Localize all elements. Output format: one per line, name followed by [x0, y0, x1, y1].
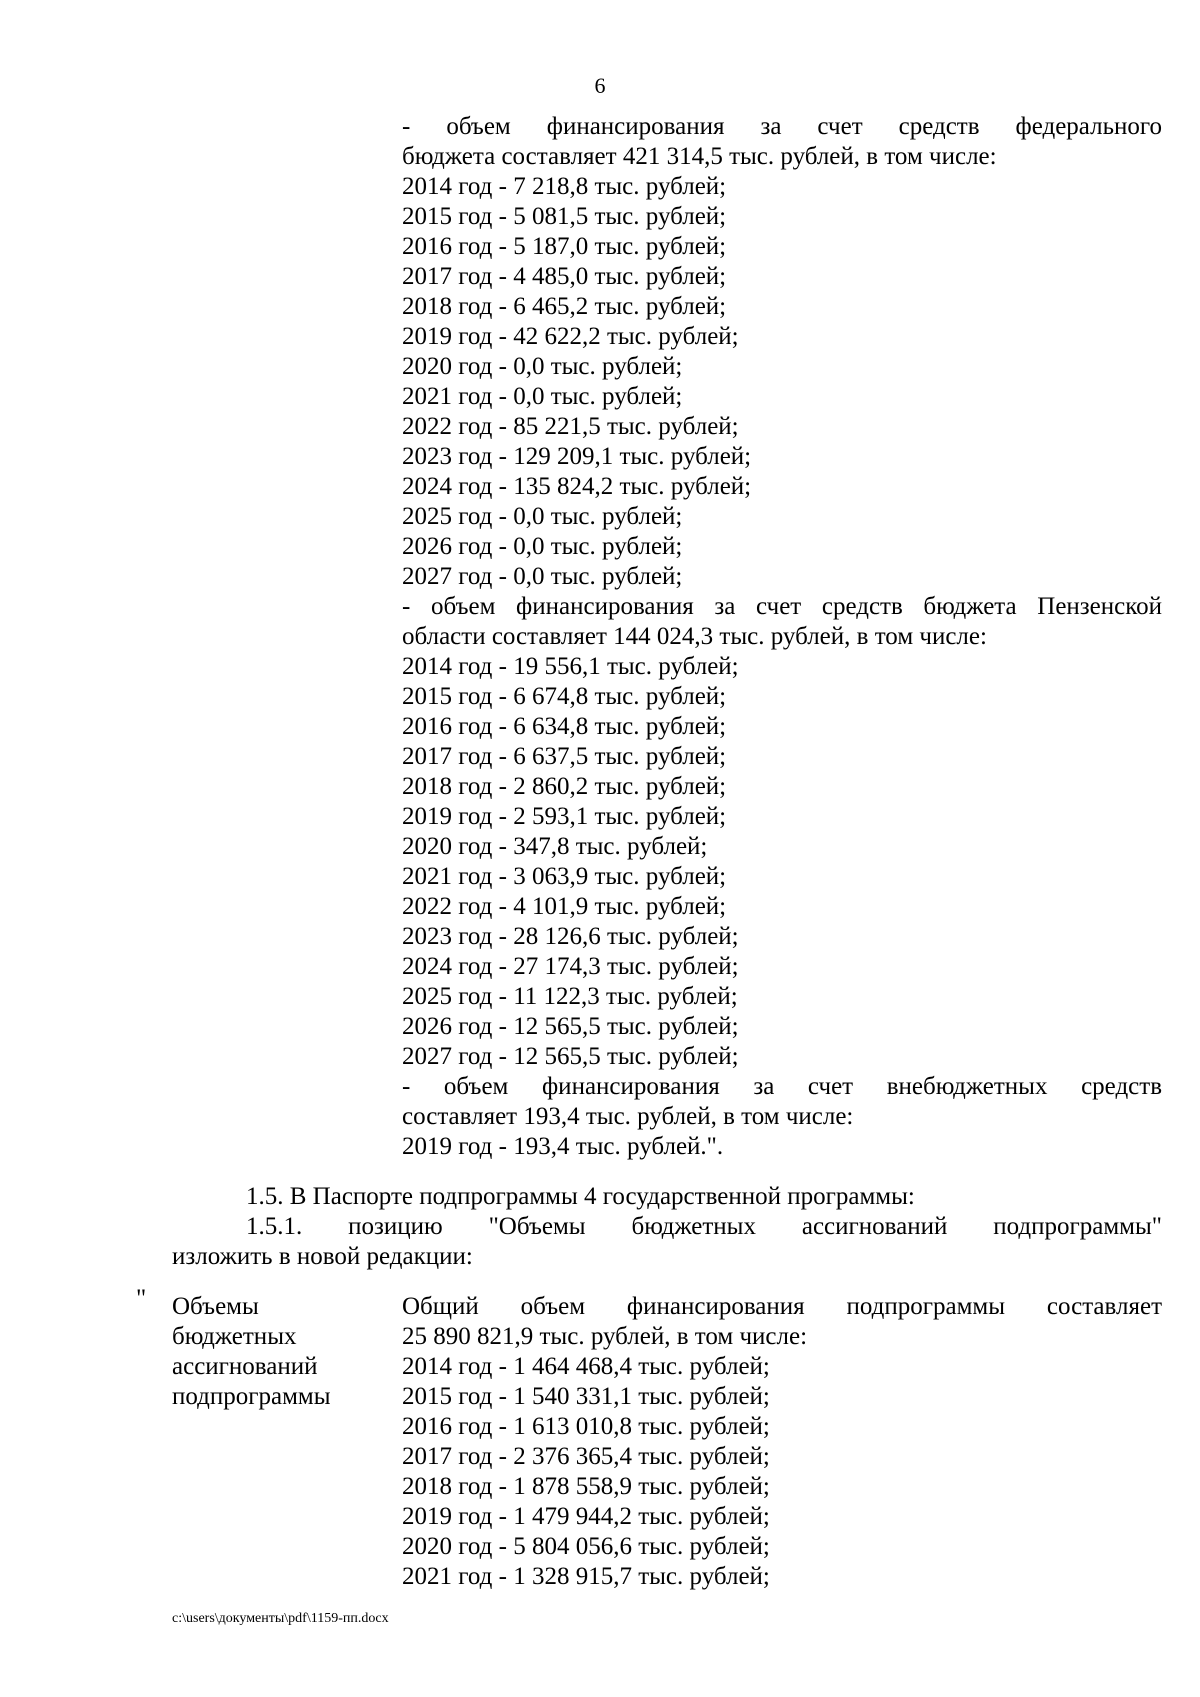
- passport-label-line: бюджетных: [172, 1323, 297, 1350]
- passport-year-line: 2020 год - 5 804 056,6 тыс. рублей;: [402, 1533, 770, 1560]
- regional-year-line: 2020 год - 347,8 тыс. рублей;: [402, 833, 708, 860]
- federal-year-line: 2027 год - 0,0 тыс. рублей;: [402, 563, 683, 590]
- federal-year-line: 2016 год - 5 187,0 тыс. рублей;: [402, 233, 727, 260]
- federal-year-line: 2026 год - 0,0 тыс. рублей;: [402, 533, 683, 560]
- federal-year-line: 2015 год - 5 081,5 тыс. рублей;: [402, 203, 727, 230]
- passport-year-line: 2021 год - 1 328 915,7 тыс. рублей;: [402, 1563, 770, 1590]
- federal-intro-line-2: бюджета составляет 421 314,5 тыс. рублей, в том числе:: [402, 143, 997, 170]
- federal-year-line: 2014 год - 7 218,8 тыс. рублей;: [402, 173, 727, 200]
- regional-year-line: 2026 год - 12 565,5 тыс. рублей;: [402, 1013, 739, 1040]
- extrabudget-year-line: 2019 год - 193,4 тыс. рублей.".: [402, 1133, 724, 1160]
- extrabudget-intro-line-2: составляет 193,4 тыс. рублей, в том числе:: [402, 1103, 854, 1130]
- passport-year-line: 2014 год - 1 464 468,4 тыс. рублей;: [402, 1353, 770, 1380]
- federal-year-line: 2018 год - 6 465,2 тыс. рублей;: [402, 293, 727, 320]
- federal-year-line: 2019 год - 42 622,2 тыс. рублей;: [402, 323, 739, 350]
- regional-year-line: 2017 год - 6 637,5 тыс. рублей;: [402, 743, 727, 770]
- section-1-5-1-line-1: 1.5.1. позицию "Объемы бюджетных ассигнований подпрограммы": [246, 1213, 1162, 1240]
- regional-year-line: 2023 год - 28 126,6 тыс. рублей;: [402, 923, 739, 950]
- regional-year-line: 2024 год - 27 174,3 тыс. рублей;: [402, 953, 739, 980]
- regional-year-line: 2015 год - 6 674,8 тыс. рублей;: [402, 683, 727, 710]
- regional-year-line: 2014 год - 19 556,1 тыс. рублей;: [402, 653, 739, 680]
- federal-year-line: 2021 год - 0,0 тыс. рублей;: [402, 383, 683, 410]
- passport-label-line: Объемы: [172, 1293, 259, 1320]
- federal-intro-line-1: - объем финансирования за счет средств федерального: [402, 113, 1162, 140]
- federal-year-line: 2023 год - 129 209,1 тыс. рублей;: [402, 443, 752, 470]
- regional-year-line: 2021 год - 3 063,9 тыс. рублей;: [402, 863, 727, 890]
- passport-intro-line-2: 25 890 821,9 тыс. рублей, в том числе:: [402, 1323, 808, 1350]
- extrabudget-intro-line-1: - объем финансирования за счет внебюджетных средств: [402, 1073, 1162, 1100]
- regional-intro-line-1: - объем финансирования за счет средств бюджета Пензенской: [402, 593, 1162, 620]
- footer-file-path: c:\users\документы\pdf\1159-пп.docx: [172, 1611, 389, 1626]
- federal-year-line: 2024 год - 135 824,2 тыс. рублей;: [402, 473, 752, 500]
- regional-year-line: 2016 год - 6 634,8 тыс. рублей;: [402, 713, 727, 740]
- regional-year-line: 2027 год - 12 565,5 тыс. рублей;: [402, 1043, 739, 1070]
- federal-year-line: 2020 год - 0,0 тыс. рублей;: [402, 353, 683, 380]
- passport-year-line: 2016 год - 1 613 010,8 тыс. рублей;: [402, 1413, 770, 1440]
- regional-year-line: 2025 год - 11 122,3 тыс. рублей;: [402, 983, 738, 1010]
- passport-year-line: 2015 год - 1 540 331,1 тыс. рублей;: [402, 1383, 770, 1410]
- regional-year-line: 2022 год - 4 101,9 тыс. рублей;: [402, 893, 727, 920]
- section-1-5-1-line-2: изложить в новой редакции:: [172, 1243, 473, 1270]
- page-number: 6: [594, 73, 606, 98]
- regional-year-line: 2018 год - 2 860,2 тыс. рублей;: [402, 773, 727, 800]
- section-1-5: 1.5. В Паспорте подпрограммы 4 государственной программы:: [246, 1183, 915, 1210]
- regional-year-line: 2019 год - 2 593,1 тыс. рублей;: [402, 803, 727, 830]
- passport-year-line: 2019 год - 1 479 944,2 тыс. рублей;: [402, 1503, 770, 1530]
- passport-year-line: 2018 год - 1 878 558,9 тыс. рублей;: [402, 1473, 770, 1500]
- passport-intro-line-1: Общий объем финансирования подпрограммы составляет: [402, 1293, 1162, 1320]
- passport-label-line: подпрограммы: [172, 1383, 331, 1410]
- passport-label-line: ассигнований: [172, 1353, 318, 1380]
- federal-year-line: 2022 год - 85 221,5 тыс. рублей;: [402, 413, 739, 440]
- regional-intro-line-2: области составляет 144 024,3 тыс. рублей, в том числе:: [402, 623, 987, 650]
- passport-year-line: 2017 год - 2 376 365,4 тыс. рублей;: [402, 1443, 770, 1470]
- opening-quote-mark: ": [136, 1285, 147, 1312]
- federal-year-line: 2025 год - 0,0 тыс. рублей;: [402, 503, 683, 530]
- federal-year-line: 2017 год - 4 485,0 тыс. рублей;: [402, 263, 727, 290]
